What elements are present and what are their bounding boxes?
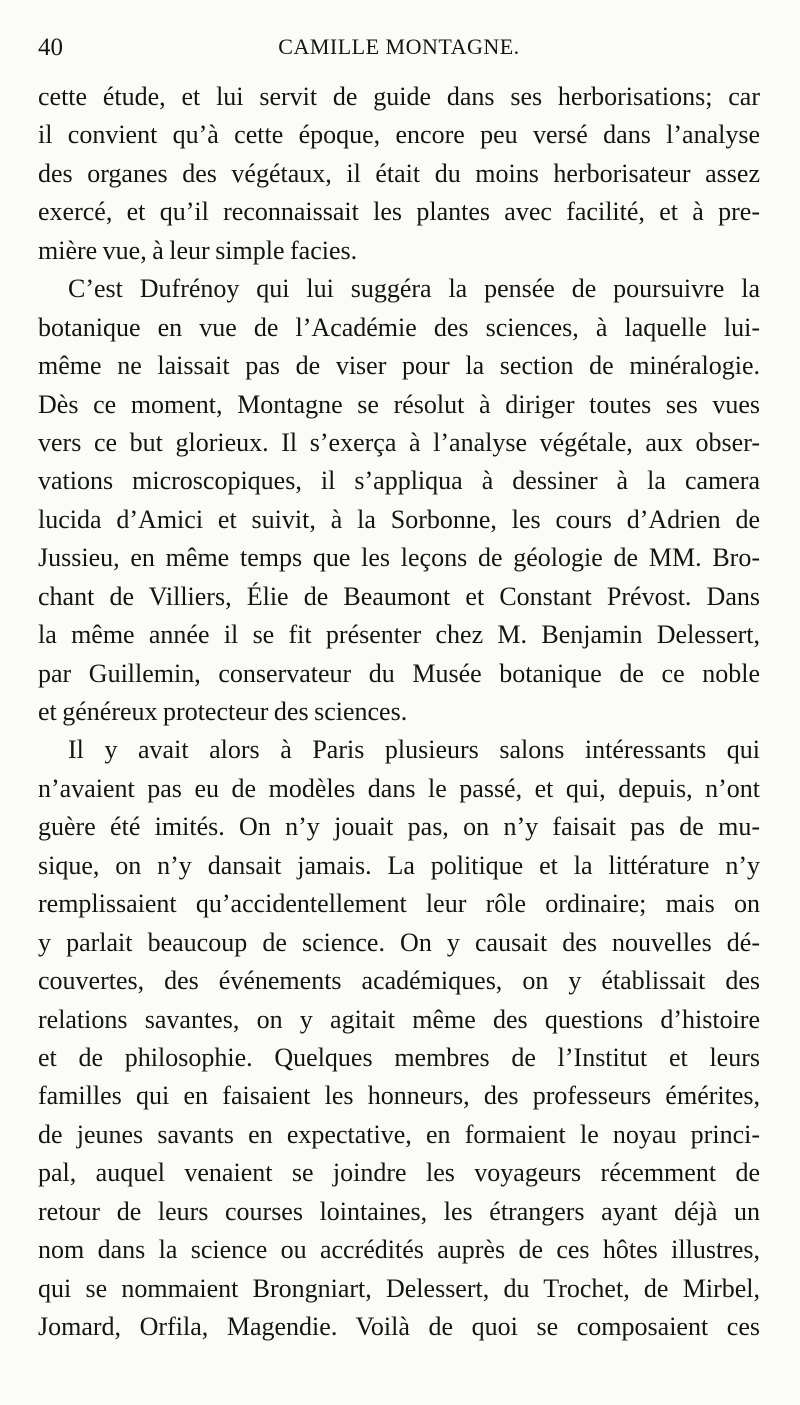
text-line: familles qui en faisaient les honneurs, des professeurs émérites, — [38, 1081, 760, 1111]
paragraph-1 — [38, 78, 760, 270]
text-line: nom dans la science ou accrédités auprès de ces hôtes illustres, — [38, 1235, 760, 1265]
text-line: de jeunes savants en expectative, en formaient le noyau princi- — [38, 1119, 760, 1149]
text-line: botanique en vue de l’Académie des sciences, à laquelle lui- — [38, 312, 760, 342]
text-line: Dès ce moment, Montagne se résolut à diriger toutes ses vues — [38, 389, 760, 419]
text-line: qui se nommaient Brongniart, Delessert, du Trochet, de Mirbel, — [38, 1273, 760, 1303]
text-line: cette étude, et lui servit de guide dans ses herborisations; car — [38, 82, 760, 111]
page-header — [38, 30, 760, 64]
text-line: vations microscopiques, il s’appliqua à dessiner à la camera — [38, 466, 760, 496]
text-line: par Guillemin, conservateur du Musée botanique de ce noble — [38, 658, 760, 688]
text-line: vers ce but glorieux. Il s’exerça à l’analyse végétale, aux obser- — [38, 427, 760, 457]
text-line: Jussieu, en même temps que les leçons de géologie de MM. Bro- — [38, 543, 760, 573]
text-line: et généreux protecteur des sciences. — [38, 697, 408, 726]
text-line: couvertes, des événements académiques, on y établissait des — [38, 966, 760, 996]
text-line: pal, auquel venaient se joindre les voyageurs récemment de — [38, 1158, 760, 1188]
text-line: retour de leurs courses lointaines, les étrangers ayant déjà un — [38, 1196, 760, 1226]
text-line: lucida d’Amici et suivit, à la Sorbonne, les cours d’Adrien de — [38, 504, 760, 534]
body-text — [38, 78, 760, 1346]
text-line: n’avaient pas eu de modèles dans le passé, et qui, depuis, n’ont — [38, 773, 760, 803]
text-line: Il y avait alors à Paris plusieurs salons intéressants qui — [68, 735, 760, 765]
text-line: et de philosophie. Quelques membres de l’Institut et leurs — [38, 1042, 760, 1072]
text-line: C’est Dufrénoy qui lui suggéra la pensée de poursuivre la — [68, 274, 760, 304]
text-line: Jomard, Orfila, Magendie. Voilà de quoi se composaient ces — [38, 1312, 760, 1341]
text-line: la même année il se fit présenter chez M. Benjamin Delessert, — [38, 620, 760, 650]
running-title: CAMILLE MONTAGNE. — [278, 34, 520, 59]
page-number: 40 — [38, 34, 63, 61]
text-line: mière vue, à leur simple facies. — [38, 235, 358, 265]
text-line: y parlait beaucoup de science. On y causait des nouvelles dé- — [38, 927, 760, 957]
paragraph-3 — [38, 731, 760, 1346]
text-line: guère été imités. On n’y jouait pas, on n’y faisait pas de mu- — [38, 812, 760, 842]
paragraph-2 — [38, 270, 760, 731]
text-line: chant de Villiers, Élie de Beaumont et Constant Prévost. Dans — [38, 581, 760, 611]
text-line: sique, on n’y dansait jamais. La politique et la littérature n’y — [38, 850, 760, 880]
text-line: même ne laissait pas de viser pour la section de minéralogie. — [38, 351, 760, 381]
text-line: relations savantes, on y agitait même des questions d’histoire — [38, 1004, 760, 1034]
text-line: exercé, et qu’il reconnaissait les plantes avec facilité, et à pre- — [38, 197, 760, 227]
text-line: des organes des végétaux, il était du moins herborisateur assez — [38, 158, 760, 188]
text-line: remplissaient qu’accidentellement leur rôle ordinaire; mais on — [38, 889, 760, 919]
text-line: il convient qu’à cette époque, encore peu versé dans l’analyse — [38, 120, 760, 150]
